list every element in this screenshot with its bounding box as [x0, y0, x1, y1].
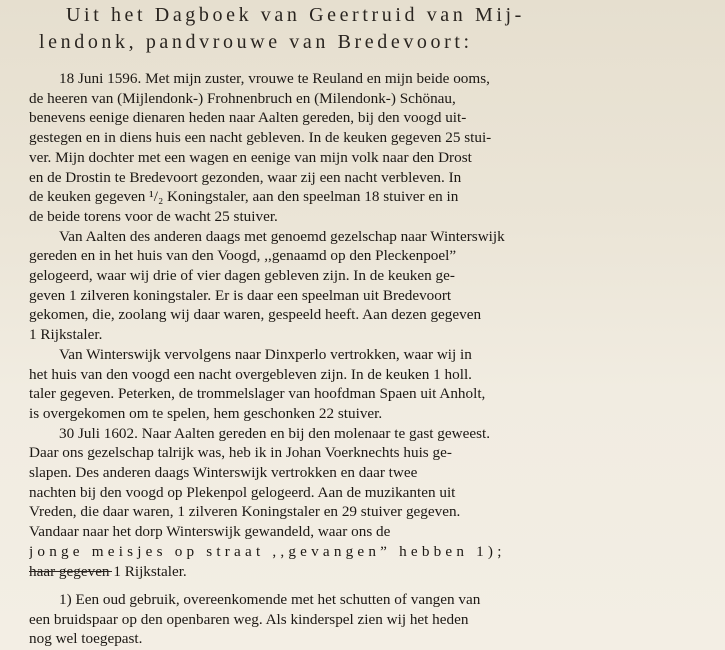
text-line-spaced: jonge meisjes op straat ,,gevangen” hebben 1); [29, 542, 506, 560]
text-line: de heeren van (Mijlendonk-) Frohnenbruch en (Milendonk-) Schönau, [29, 89, 456, 107]
text-line: 18 Juni 1596. Met mijn zuster, vrouwe te Reuland en mijn beide ooms, [59, 70, 490, 87]
diary-text [29, 69, 721, 581]
text-line: gelogeerd, waar wij drie of vier dagen gebleven zijn. In de keuken ge- [29, 267, 455, 285]
text-line: de keuken gegeven ¹/₂ Koningstaler, aan den speelman 18 stuiver en in [29, 188, 459, 206]
paragraph-1 [29, 69, 721, 227]
page-title [39, 2, 716, 56]
text-line: 1 Rijkstaler. [29, 326, 103, 344]
text-line: slapen. Des anderen daags Winterswijk vertrokken en daar twee [29, 464, 418, 482]
text-line: en de Drostin te Bredevoort gezonden, waar zij een nacht verbleven. In [29, 168, 462, 186]
text-line: taler gegeven. Peterken, de trommelslager van hoofdman Spaen uit Anholt, [29, 385, 486, 403]
paragraph-4 [29, 424, 721, 582]
text-line: Van Winterswijk vervolgens naar Dinxperlo vertrokken, waar wij in [59, 345, 472, 363]
footnote [29, 590, 721, 649]
text-line: is overgekomen om te spelen, hem geschonken 22 stuiver. [29, 404, 383, 422]
text-line: gekomen, die, zoolang wij daar waren, gespeeld heeft. Aan dezen gegeven [29, 306, 482, 324]
text-line: geven 1 zilveren koningstaler. Er is daar een speelman uit Bredevoort [29, 286, 452, 304]
text-line: nachten bij den voogd op Plekenpol gelogeerd. Aan de muzikanten uit [29, 483, 456, 501]
title-line-1: Uit het Dagboek van Geertruid van Mij- [66, 4, 525, 26]
footnote-divider [29, 571, 112, 572]
text-line: gereden en in het huis van den Voogd, ,,genaamd op den Pleckenpoel” [29, 247, 457, 265]
footnote-line: 1) Een oud gebruik, overeenkomende met het schutten of vangen van [59, 591, 481, 608]
text-line: 30 Juli 1602. Naar Aalten gereden en bij den molenaar te gast geweest. [59, 424, 491, 442]
text-line: haar gegeven 1 Rijkstaler. [29, 562, 187, 580]
text-line: gestegen en in diens huis een nacht gebleven. In de keuken gegeven 25 stui- [29, 129, 492, 147]
text-line: Vreden, die daar waren, 1 zilveren Koningstaler en 29 stuiver gegeven. [29, 503, 461, 521]
text-line: benevens eenige dienaren heden naar Aalten gereden, bij den voogd uit- [29, 109, 467, 127]
text-line: ver. Mijn dochter met een wagen en eenige van mijn volk naar den Drost [29, 148, 472, 166]
paragraph-2 [29, 227, 721, 345]
text-line: Vandaar naar het dorp Winterswijk gewandeld, waar ons de [29, 523, 391, 541]
footnote-line: nog wel toegepast. [29, 630, 143, 648]
text-line: de beide torens voor de wacht 25 stuiver. [29, 207, 278, 225]
footnote-line: een bruidspaar op den openbaren weg. Als kinderspel zien wij het heden [29, 610, 469, 628]
text-line: Van Aalten des anderen daags met genoemd gezelschap naar Winterswijk [59, 227, 505, 245]
text-line: het huis van den voogd een nacht overgebleven zijn. In de keuken 1 holl. [29, 365, 472, 383]
text-line: Daar ons gezelschap talrijk was, heb ik in Johan Voerknechts huis ge- [29, 444, 452, 462]
paragraph-3 [29, 345, 721, 424]
title-line-2: lendonk, pandvrouwe van Bredevoort: [39, 31, 473, 53]
